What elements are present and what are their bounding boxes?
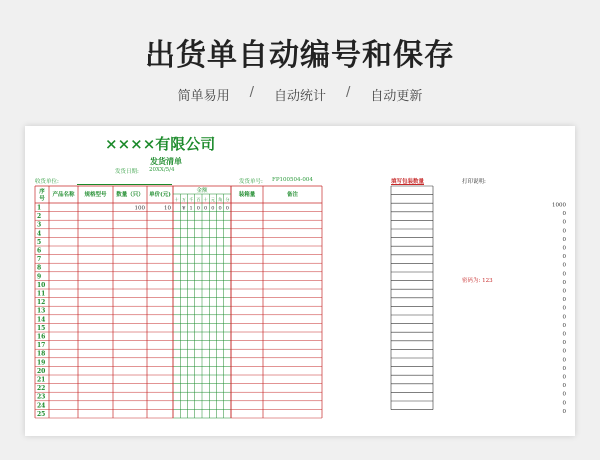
row-number: 21 [37,376,46,384]
package-header: 填写包装数量 [391,179,425,185]
date-label: 发货日期: [115,169,139,175]
row-number: 16 [37,333,46,341]
computed-value: 0 [562,262,566,269]
cell-amount-digit: ¥ [182,205,186,212]
header-amount-unit: 元 [210,197,215,202]
print-note: 打印说明: [462,179,486,185]
row-number: 17 [37,342,46,350]
computed-value: 0 [562,305,566,312]
computed-value: 0 [562,254,566,261]
row-number: 12 [37,299,46,307]
row-number: 11 [37,290,46,298]
row-number: 15 [37,324,46,332]
header-amount-unit: 百 [196,197,201,202]
document-title: 发货清单 [150,157,182,166]
cell-amount-digit: 0 [211,205,215,212]
header-remark: 备注 [286,192,299,198]
computed-value: 0 [562,279,566,286]
row-number: 9 [37,273,42,281]
number-label: 发货单号: [239,179,263,185]
header-pack: 装箱量 [238,192,256,198]
header-amount-unit: 十 [203,197,208,202]
computed-value: 0 [562,408,566,415]
computed-value: 0 [562,211,566,218]
spreadsheet-preview [25,126,575,436]
header-seq: 号 [39,196,45,202]
computed-value: 0 [562,271,566,278]
cell-amount-digit: 0 [225,205,229,212]
row-number: 6 [37,247,42,255]
row-number: 22 [37,385,46,393]
header-product: 产品名称 [52,192,75,198]
cell-amount-digit: 0 [204,205,208,212]
row-number: 25 [37,410,46,418]
computed-value: 0 [562,400,566,407]
computed-value: 0 [562,288,566,295]
computed-value: 0 [562,314,566,321]
row-number: 8 [37,264,42,272]
row-number: 13 [37,307,46,315]
header-amount-unit: 万 [181,197,186,202]
computed-value: 0 [562,236,566,243]
computed-value: 0 [562,331,566,338]
row-number: 20 [37,367,46,375]
cell-amount-digit: 1 [189,205,193,212]
row-number: 24 [37,402,46,410]
computed-value: 0 [562,322,566,329]
header-seq: 序 [39,189,45,195]
header-qty: 数量（只） [116,192,144,198]
computed-value: 1000 [552,202,566,209]
computed-value: 0 [562,297,566,304]
company-name: ××××有限公司 [105,135,216,153]
header-model: 规格型号 [84,192,107,198]
computed-value: 0 [562,374,566,381]
header-amount-unit: 千 [189,197,194,202]
tag-separator: / [346,85,351,100]
computed-value: 0 [562,245,566,252]
delivery-table-grid [25,126,575,436]
tag-easy: 简单易用 [177,89,230,104]
computed-value: 0 [562,365,566,372]
page-title: 出货单自动编号和保存 [145,38,455,73]
receiver-label: 收货单位: [35,179,59,185]
tag-stats: 自动统计 [273,89,326,104]
cell-price: 10 [164,205,171,212]
header-amount: 金额 [196,188,208,194]
computed-value: 0 [562,219,566,226]
row-number: 23 [37,393,46,401]
header-amount-unit: 分 [225,197,230,202]
cell-qty: 100 [134,205,145,212]
computed-value: 0 [562,228,566,235]
row-number: 3 [37,221,42,229]
tag-update: 自动更新 [370,89,423,104]
computed-value: 0 [562,340,566,347]
row-number: 2 [37,213,42,221]
feature-tags [0,85,600,104]
row-number: 10 [37,281,46,289]
computed-value: 0 [562,357,566,364]
row-number: 1 [37,204,42,212]
row-number: 19 [37,359,46,367]
computed-value: 0 [562,383,566,390]
row-number: 18 [37,350,46,358]
row-number: 4 [37,230,42,238]
row-number: 7 [37,256,42,264]
row-number: 5 [37,238,42,246]
header-amount-unit: 十 [174,197,179,202]
header-price: 单价(元) [149,192,171,198]
header-amount-unit: 角 [218,197,223,202]
computed-value: 0 [562,348,566,355]
cell-amount-digit: 0 [218,205,222,212]
computed-value: 0 [562,391,566,398]
date-value: 20XX/5/4 [149,167,175,173]
cell-amount-digit: 0 [196,205,200,212]
row-number: 14 [37,316,46,324]
password-note: 密码为: 123 [462,278,493,284]
tag-separator: / [249,85,254,100]
number-value: FP100504-004 [272,177,313,183]
